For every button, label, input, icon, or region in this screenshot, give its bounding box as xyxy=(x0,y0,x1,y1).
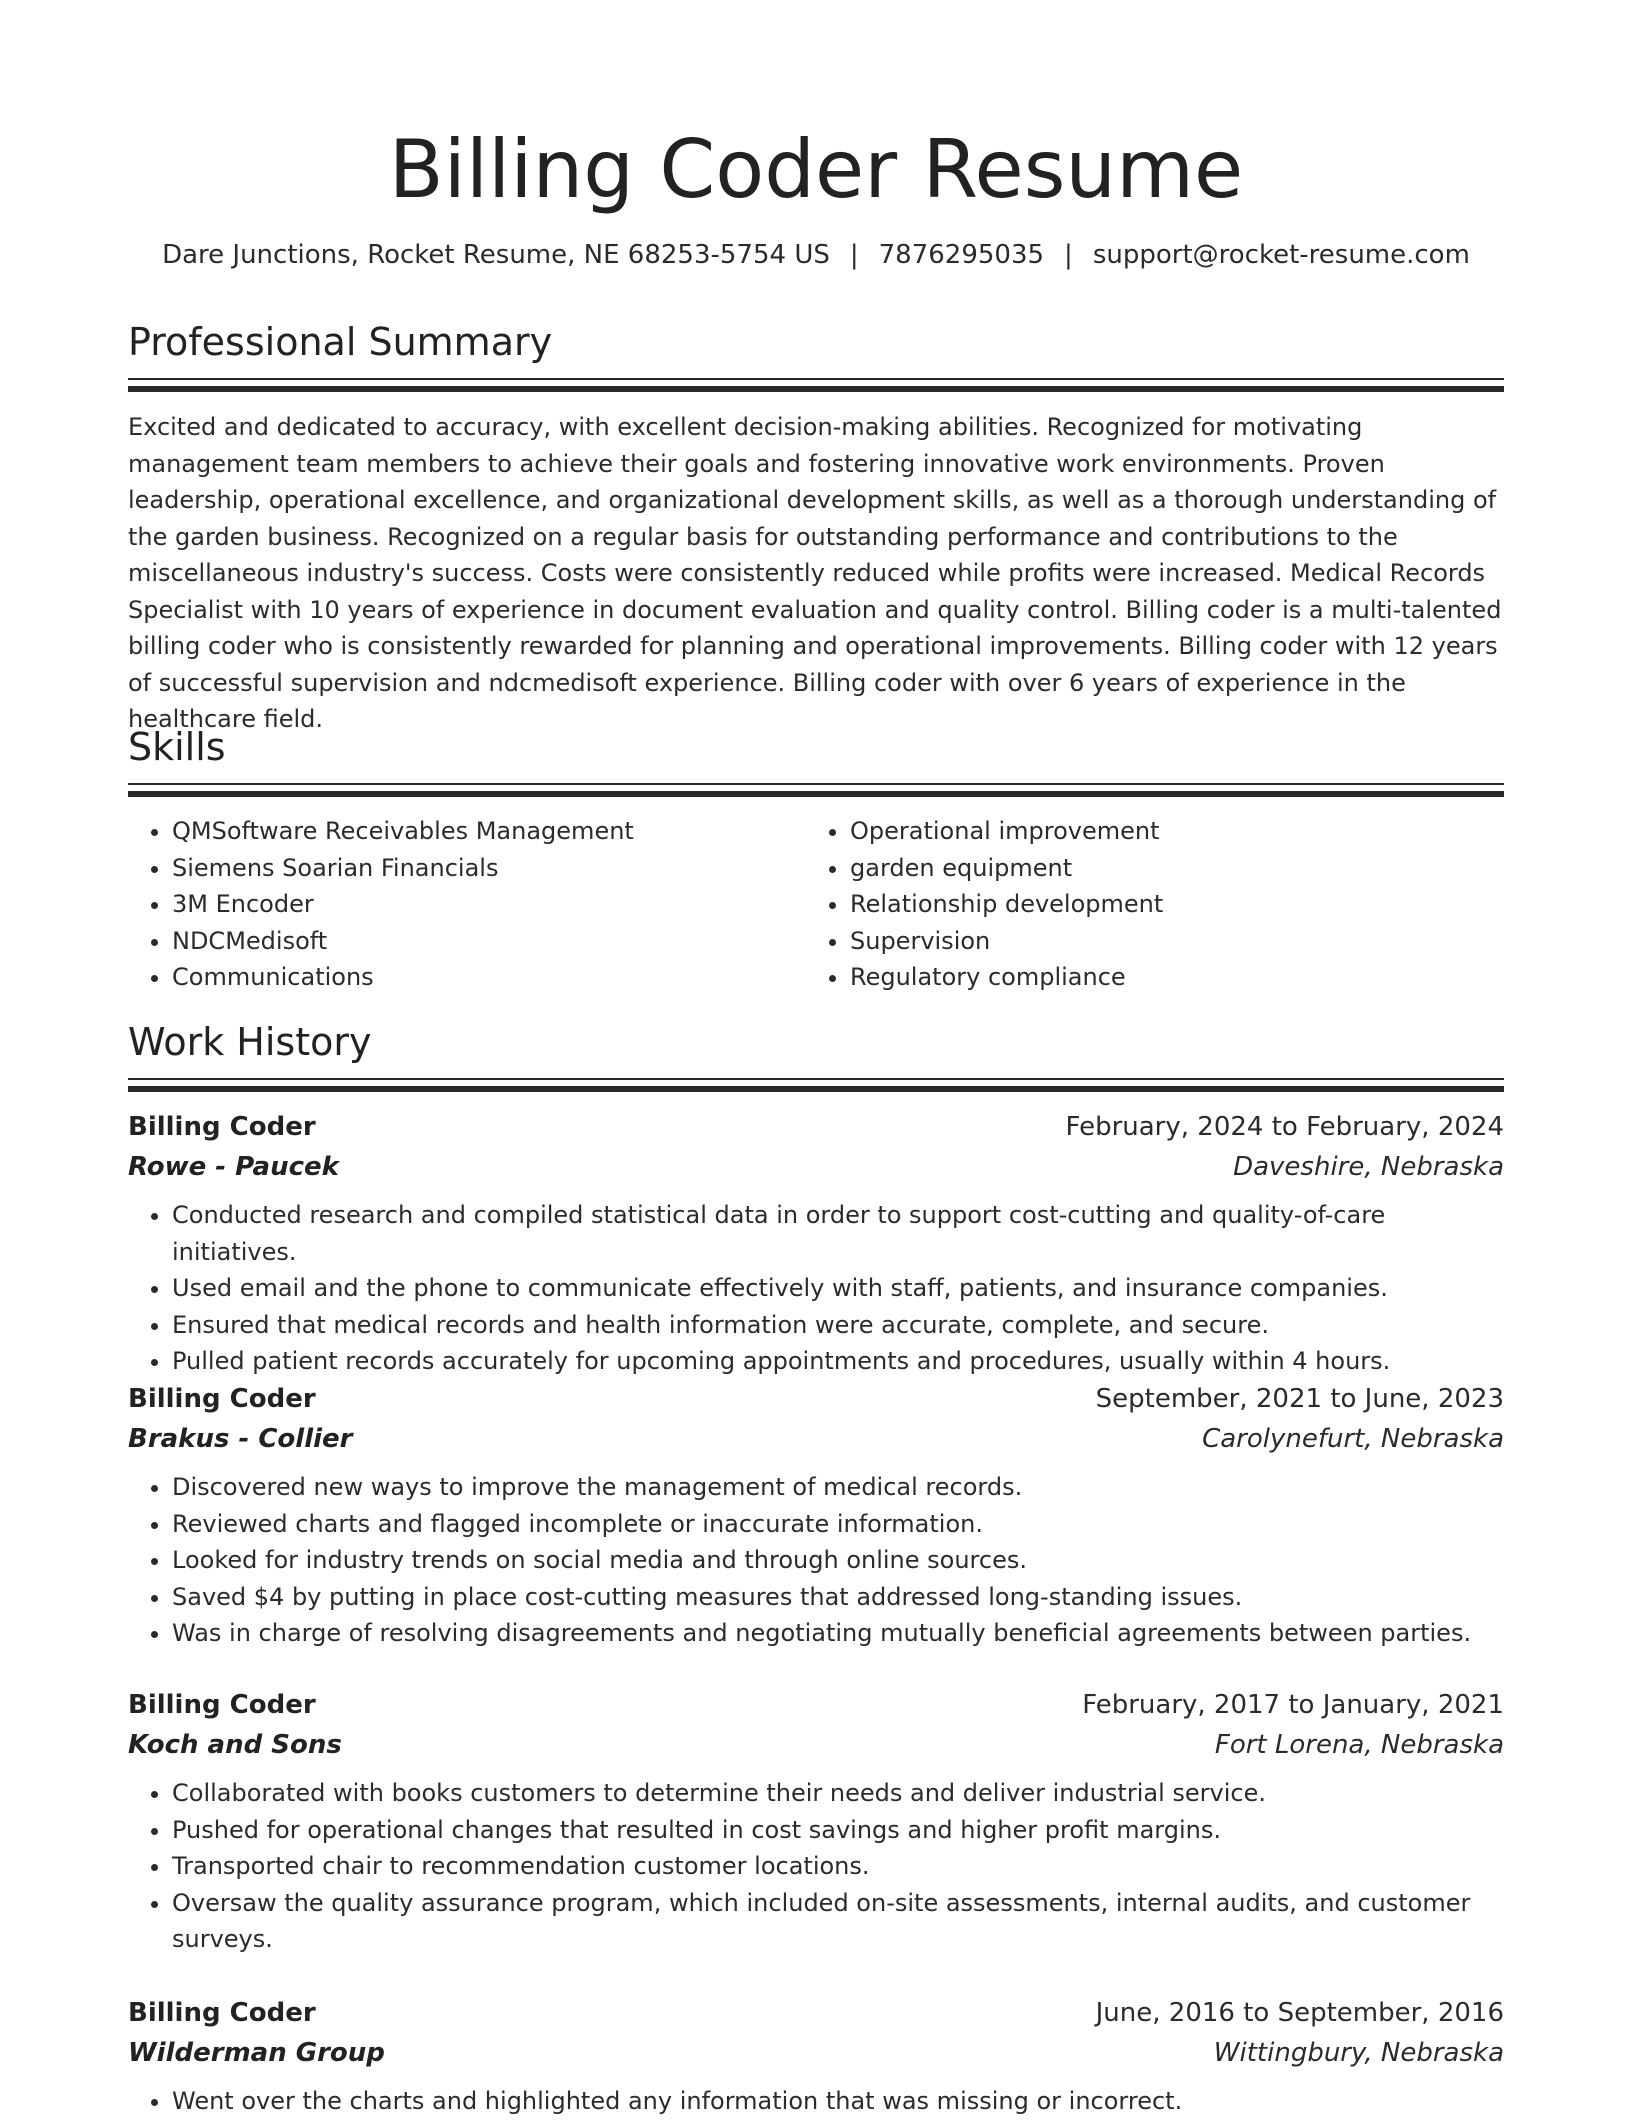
skill-item: • Supervision xyxy=(850,923,1484,960)
skill-item: • Operational improvement xyxy=(850,813,1484,850)
job-bullet: • Discovered new ways to improve the management of medical records. xyxy=(172,1469,1504,1506)
job-subheader xyxy=(128,1147,1504,1187)
job-subheader xyxy=(128,2033,1504,2073)
job-header xyxy=(128,1107,1504,1147)
skill-item: • NDCMedisoft xyxy=(172,923,806,960)
section-title-summary: Professional Summary xyxy=(128,320,553,364)
work-history-section xyxy=(128,1018,1504,1093)
job-bullet: • Collaborated with books customers to determine their needs and deliver industrial service. xyxy=(172,1775,1504,1812)
contact-separator: | xyxy=(849,240,859,270)
section-divider xyxy=(128,1078,1504,1093)
job-header xyxy=(128,1685,1504,1725)
job-bullets xyxy=(128,1775,1504,1958)
job-title: Billing Coder xyxy=(128,1998,316,2028)
section-divider xyxy=(128,378,1504,393)
job-bullet: • Went over the charts and highlighted any information that was missing or incorrect. xyxy=(172,2083,1504,2120)
contact-line xyxy=(128,238,1504,272)
job-company: Koch and Sons xyxy=(128,1730,342,1760)
summary-text: Excited and dedicated to accuracy, with excellent decision-making abilities. Recognized for motivating management team members to achieve their goals and fostering innovative work environments. Proven leadership, operational excellence, and organizational development skills, as well as a thorough understanding of the garden business. Recognized on a regular basis for outstanding performance and contributions to the miscellaneous industry's success. Costs were consistently reduced while profits were increased. Medical Records Specialist with 10 years of experience in document evaluation and quality control. Billing coder is a multi-talented billing coder who is consistently rewarded for planning and operational improvements. Billing coder with 12 years of successful supervision and ndcmedisoft experience. Billing coder with over 6 years of experience in the healthcare field. xyxy=(128,413,1502,733)
job-entry xyxy=(128,1107,1504,1380)
section-title-work-history: Work History xyxy=(128,1020,372,1064)
contact-email: support@rocket-resume.com xyxy=(1092,240,1470,270)
job-entry xyxy=(128,1685,1504,1958)
skill-item: • QMSoftware Receivables Management xyxy=(172,813,806,850)
job-header xyxy=(128,1993,1504,2033)
job-entry xyxy=(128,1993,1504,2120)
job-bullets xyxy=(128,1197,1504,1380)
contact-address: Dare Junctions, Rocket Resume, NE 68253-5754 US xyxy=(162,240,830,270)
job-company: Brakus - Collier xyxy=(128,1424,353,1454)
resume-title: Billing Coder Resume xyxy=(388,123,1244,216)
contact-phone: 7876295035 xyxy=(878,240,1045,270)
job-location: Fort Lorena, Nebraska xyxy=(1214,1730,1504,1760)
skill-item: • Siemens Soarian Financials xyxy=(172,850,806,887)
job-bullets xyxy=(128,2083,1504,2120)
contact-separator: | xyxy=(1064,240,1073,270)
job-dates: February, 2017 to January, 2021 xyxy=(1082,1690,1504,1720)
job-subheader xyxy=(128,1419,1504,1459)
job-dates: September, 2021 to June, 2023 xyxy=(1095,1384,1504,1414)
job-dates: June, 2016 to September, 2016 xyxy=(1095,1998,1504,2028)
job-bullet: • Saved $4 by putting in place cost-cutting measures that addressed long-standing issues. xyxy=(172,1579,1504,1616)
job-header xyxy=(128,1379,1504,1419)
job-title: Billing Coder xyxy=(128,1384,316,1414)
skills-list xyxy=(128,813,1504,996)
skill-item: • Relationship development xyxy=(850,886,1484,923)
job-bullet: • Pulled patient records accurately for upcoming appointments and procedures, usually within 4 hours. xyxy=(172,1343,1504,1380)
job-subheader xyxy=(128,1725,1504,1765)
job-location: Daveshire, Nebraska xyxy=(1233,1152,1504,1182)
job-bullet: • Transported chair to recommendation customer locations. xyxy=(172,1848,1504,1885)
job-bullet: • Was in charge of resolving disagreements and negotiating mutually beneficial agreements between parties. xyxy=(172,1615,1504,1652)
job-bullet: • Ensured that medical records and health information were accurate, complete, and secure. xyxy=(172,1307,1504,1344)
job-title: Billing Coder xyxy=(128,1690,316,1720)
skill-item: • garden equipment xyxy=(850,850,1484,887)
skill-item: • 3M Encoder xyxy=(172,886,806,923)
section-title-skills: Skills xyxy=(128,725,226,769)
job-bullet: • Reviewed charts and flagged incomplete or inaccurate information. xyxy=(172,1506,1504,1543)
resume-page xyxy=(128,0,1504,2115)
job-location: Carolynefurt, Nebraska xyxy=(1202,1424,1504,1454)
skills-section xyxy=(128,723,1504,996)
section-divider xyxy=(128,783,1504,798)
job-bullets xyxy=(128,1469,1504,1652)
summary-section xyxy=(128,318,1504,738)
skills-column-right xyxy=(806,813,1484,996)
job-bullet: • Oversaw the quality assurance program, which included on-site assessments, internal audits, and customer surveys. xyxy=(172,1885,1504,1958)
job-dates: February, 2024 to February, 2024 xyxy=(1065,1112,1504,1142)
skills-column-left xyxy=(128,813,806,996)
job-bullet: • Conducted research and compiled statistical data in order to support cost-cutting and quality-of-care initiatives. xyxy=(172,1197,1504,1270)
job-company: Wilderman Group xyxy=(128,2038,385,2068)
skill-item: • Communications xyxy=(172,959,806,996)
job-bullet: • Pushed for operational changes that resulted in cost savings and higher profit margins. xyxy=(172,1812,1504,1849)
job-entry xyxy=(128,1379,1504,1652)
job-bullet: • Looked for industry trends on social media and through online sources. xyxy=(172,1542,1504,1579)
job-location: Wittingbury, Nebraska xyxy=(1213,2038,1504,2068)
skill-item: • Regulatory compliance xyxy=(850,959,1484,996)
job-title: Billing Coder xyxy=(128,1112,316,1142)
job-company: Rowe - Paucek xyxy=(128,1152,339,1182)
job-bullet: • Used email and the phone to communicate effectively with staff, patients, and insurance companies. xyxy=(172,1270,1504,1307)
